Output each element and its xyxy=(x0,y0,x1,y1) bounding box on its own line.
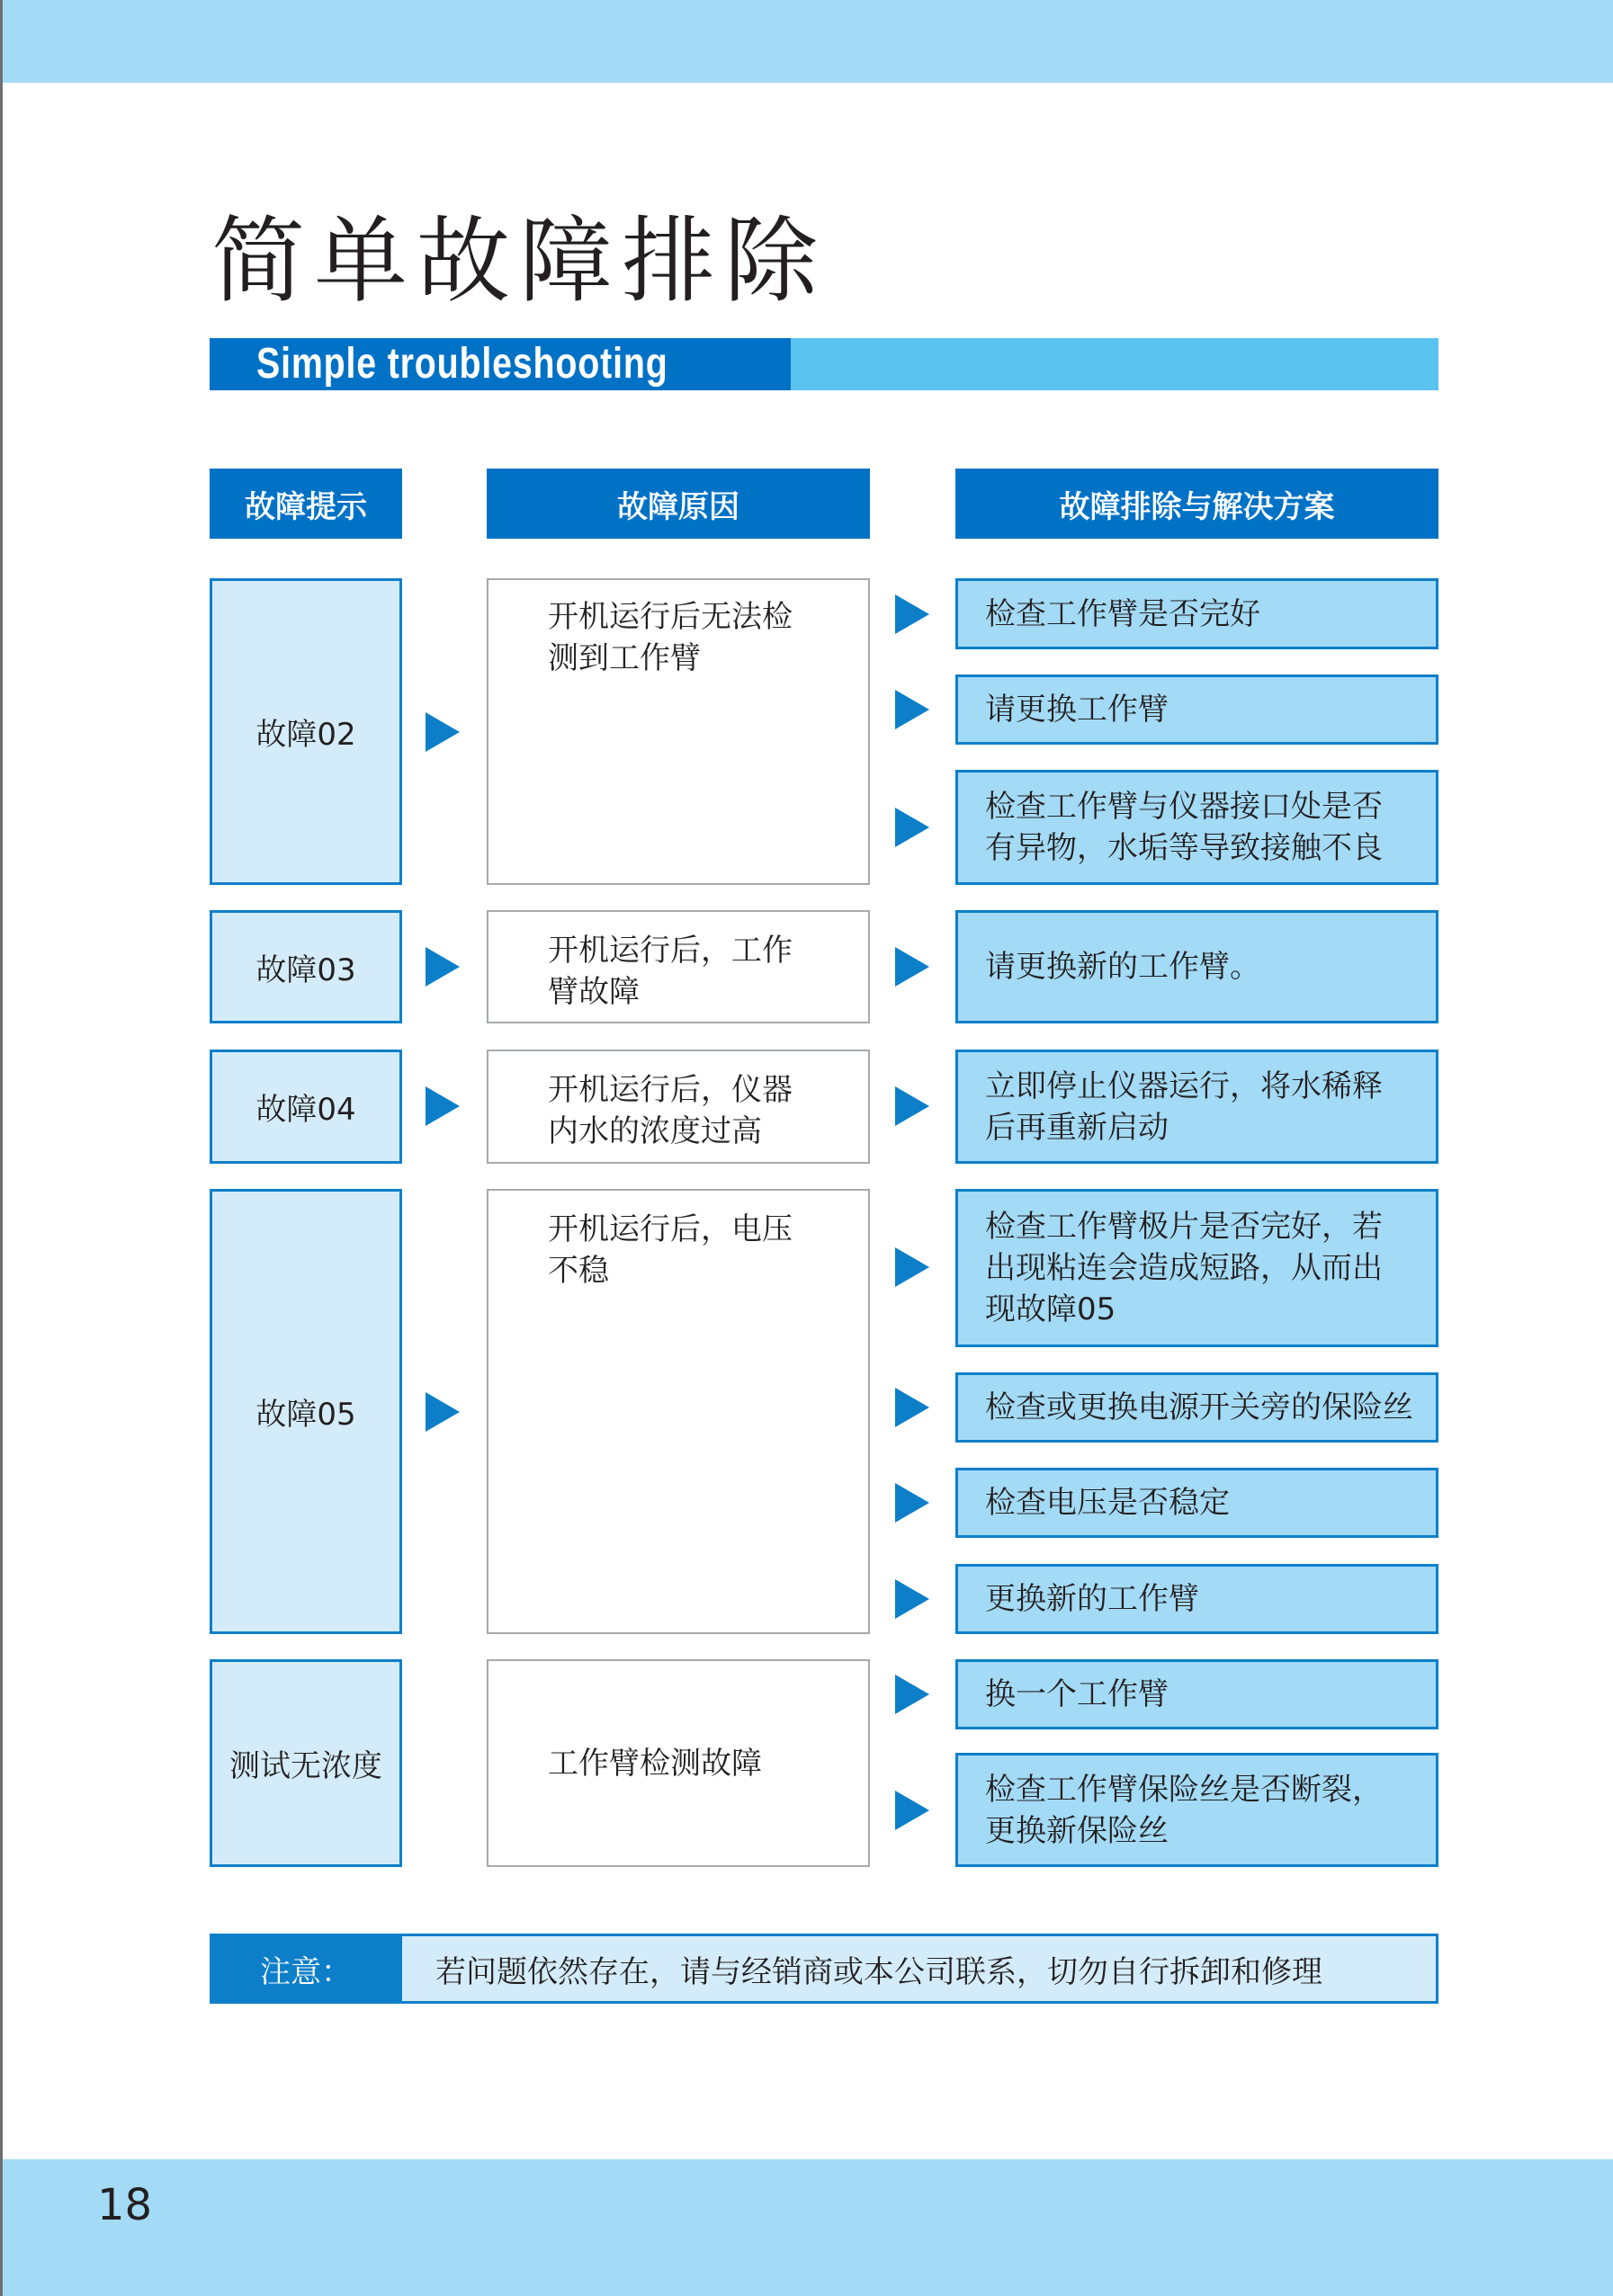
solution-text: 换一个工作臂 xyxy=(985,1676,1169,1712)
solution-text: 检查电压是否稳定 xyxy=(985,1485,1230,1521)
solution-cell xyxy=(955,1659,1438,1729)
top-band xyxy=(0,0,1613,83)
solution-cell xyxy=(955,578,1438,649)
arrow-icon xyxy=(426,1086,460,1126)
solution-cell xyxy=(955,770,1438,885)
arrow-icon xyxy=(895,1388,929,1427)
solution-text: 请更换新的工作臂。 xyxy=(985,949,1260,985)
solution-text: 立即停止仪器运行，将水稀释 后再重新启动 xyxy=(985,1068,1383,1146)
fault-cell: 故障03 xyxy=(210,910,402,1023)
note-text: 若问题依然存在，请与经销商或本公司联系，切勿自行拆卸和修理 xyxy=(435,1953,1322,1990)
page-subtitle: Simple troubleshooting xyxy=(256,340,668,388)
solution-cell xyxy=(955,675,1438,745)
cause-cell xyxy=(487,578,870,885)
bottom-band xyxy=(0,2159,1613,2296)
cause-text: 开机运行后，仪器 内水的浓度过高 xyxy=(548,1072,793,1149)
cause-cell xyxy=(487,910,870,1023)
fault-cell: 故障02 xyxy=(210,578,402,885)
solution-text: 检查工作臂极片是否完好，若 出现粘连会造成短路，从而出 现故障05 xyxy=(985,1209,1383,1327)
solution-cell xyxy=(955,1189,1438,1347)
cause-text: 开机运行后，电压 不稳 xyxy=(548,1211,793,1289)
cause-cell xyxy=(487,1659,870,1867)
page-title: 简单故障排除 xyxy=(211,206,828,316)
cause-text: 开机运行后，工作 臂故障 xyxy=(548,933,793,1010)
fault-cell: 故障04 xyxy=(210,1050,402,1164)
arrow-icon xyxy=(895,594,929,634)
page-number: 18 xyxy=(97,2180,153,2230)
solution-text: 检查工作臂是否完好 xyxy=(985,595,1260,632)
fault-cell: 故障05 xyxy=(210,1189,402,1634)
fault-cell: 测试无浓度 xyxy=(210,1659,402,1867)
cause-cell xyxy=(487,1050,870,1164)
cause-text: 开机运行后无法检 测到工作臂 xyxy=(548,599,793,676)
arrow-icon xyxy=(895,1483,929,1523)
arrow-icon xyxy=(426,712,460,752)
solution-text: 更换新的工作臂 xyxy=(985,1581,1199,1617)
arrow-icon xyxy=(895,1579,929,1619)
solution-text: 检查工作臂与仪器接口处是否 有异物，水垢等导致接触不良 xyxy=(985,789,1383,866)
solution-text: 检查或更换电源开关旁的保险丝 xyxy=(985,1389,1413,1425)
arrow-icon xyxy=(895,1791,929,1830)
cause-cell xyxy=(487,1189,870,1634)
header-solution: 故障排除与解决方案 xyxy=(955,469,1438,539)
subtitle-bar-light xyxy=(791,338,1438,390)
note-label: 注意： xyxy=(210,1934,402,2004)
arrow-icon xyxy=(895,808,929,847)
arrow-icon xyxy=(426,1392,460,1432)
arrow-icon xyxy=(895,1086,929,1126)
solution-cell xyxy=(955,1564,1438,1634)
solution-text: 请更换工作臂 xyxy=(985,692,1169,728)
arrow-icon xyxy=(895,1247,929,1287)
solution-cell xyxy=(955,910,1438,1023)
arrow-icon xyxy=(426,947,460,987)
header-fault: 故障提示 xyxy=(210,469,402,539)
solution-cell xyxy=(955,1050,1438,1164)
solution-cell xyxy=(955,1753,1438,1867)
arrow-icon xyxy=(895,690,929,729)
header-cause: 故障原因 xyxy=(487,469,870,539)
arrow-icon xyxy=(895,1675,929,1714)
cause-text: 工作臂检测故障 xyxy=(548,1745,762,1782)
crop-line-left xyxy=(0,0,3,2296)
arrow-icon xyxy=(895,947,929,987)
solution-cell xyxy=(955,1468,1438,1538)
solution-text: 检查工作臂保险丝是否断裂， 更换新保险丝 xyxy=(985,1771,1383,1849)
solution-cell xyxy=(955,1372,1438,1443)
